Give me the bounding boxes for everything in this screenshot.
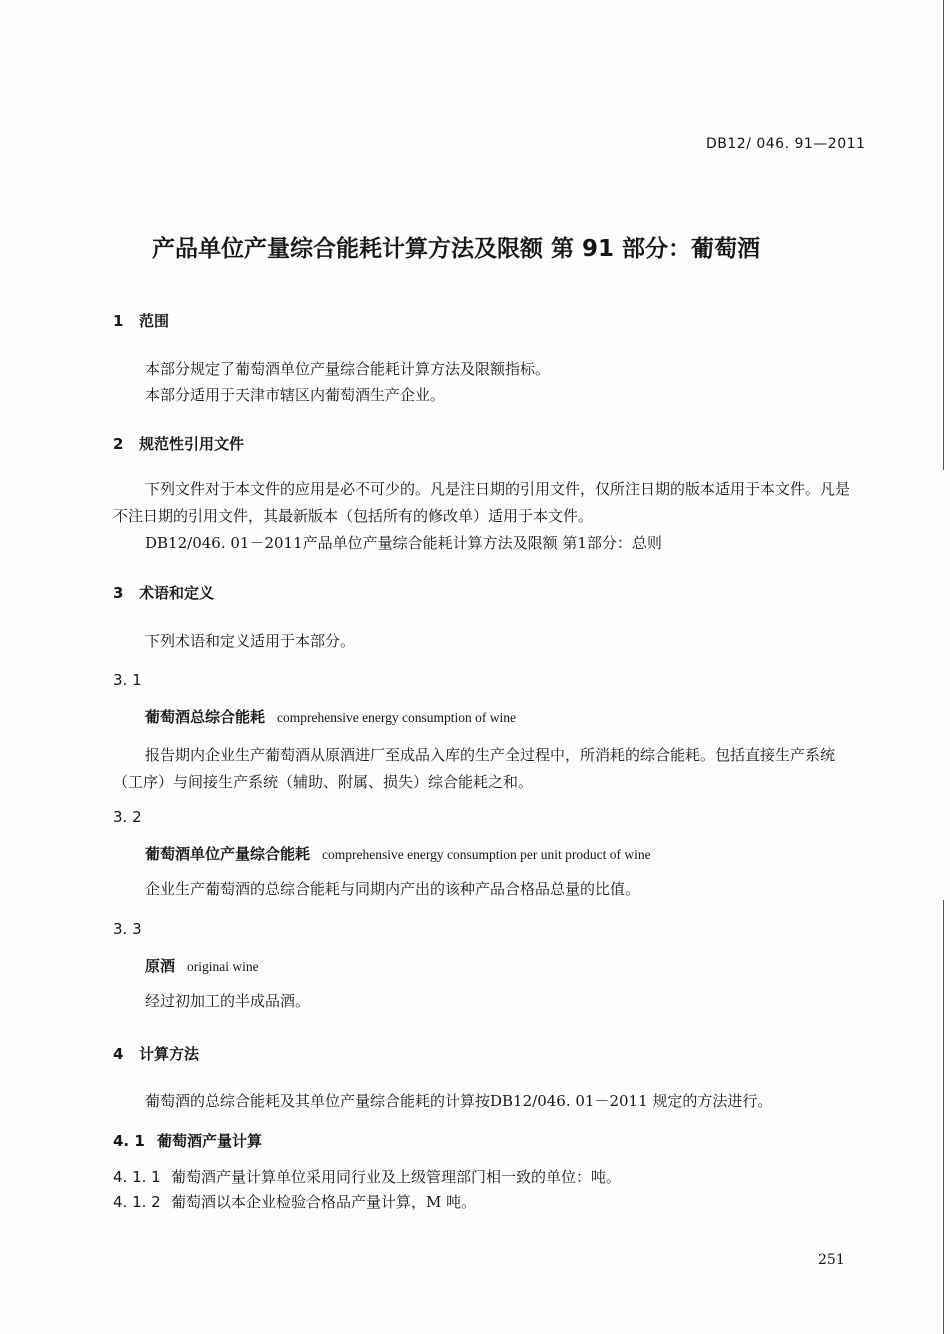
clause-number: 4. 1. 1 bbox=[113, 1168, 161, 1186]
section-title: 范围 bbox=[139, 312, 170, 330]
section-title: 计算方法 bbox=[139, 1045, 200, 1063]
term-zh: 葡萄酒总综合能耗 bbox=[145, 708, 266, 726]
term-en: comprehensive energy consumption per unit product of wine bbox=[322, 847, 651, 862]
term-zh: 原酒 bbox=[145, 957, 176, 975]
scan-edge-line bbox=[943, 900, 944, 1334]
paragraph: 下列术语和定义适用于本部分。 bbox=[145, 632, 356, 650]
page-number: 251 bbox=[818, 1252, 845, 1268]
section-3-heading bbox=[113, 582, 214, 603]
term-definition: 企业生产葡萄酒的总综合能耗与同期内产出的该种产品合格品总量的比值。 bbox=[145, 880, 641, 898]
section-number: 2 bbox=[113, 435, 124, 453]
section-number: 1 bbox=[113, 312, 124, 330]
section-2-heading bbox=[113, 433, 244, 454]
section-number: 4. 1 bbox=[113, 1132, 145, 1150]
term-3-3 bbox=[145, 955, 259, 976]
term-number: 3. 1 bbox=[113, 671, 142, 689]
section-title: 术语和定义 bbox=[139, 584, 215, 602]
term-3-2 bbox=[145, 843, 651, 864]
term-number: 3. 3 bbox=[113, 920, 142, 938]
normative-reference: DB12/046. 01－2011产品单位产量综合能耗计算方法及限额 第1部分：总则 bbox=[145, 534, 662, 552]
term-number: 3. 2 bbox=[113, 808, 142, 826]
clause-4-1-2 bbox=[113, 1191, 476, 1212]
section-1-heading bbox=[113, 310, 169, 331]
term-en: comprehensive energy consumption of wine bbox=[277, 710, 516, 725]
paragraph: 本部分适用于天津市辖区内葡萄酒生产企业。 bbox=[145, 386, 446, 404]
paragraph: 下列文件对于本文件的应用是必不可少的。凡是注日期的引用文件，仅所注日期的版本适用于本文件。凡是不注日期的引用文件，其最新版本（包括所有的修改单）适用于本文件。 bbox=[113, 480, 851, 525]
paragraph: 本部分规定了葡萄酒单位产量综合能耗计算方法及限额指标。 bbox=[145, 360, 551, 378]
clause-number: 4. 1. 2 bbox=[113, 1193, 161, 1211]
scan-edge-line bbox=[943, 0, 944, 470]
term-en: originai wine bbox=[187, 959, 259, 974]
section-number: 3 bbox=[113, 584, 124, 602]
term-definition: 报告期内企业生产葡萄酒从原酒进厂至成品入库的生产全过程中，所消耗的综合能耗。包括直接生产系统（工序）与间接生产系统（辅助、附属、损失）综合能耗之和。 bbox=[113, 746, 836, 791]
term-definition: 经过初加工的半成品酒。 bbox=[145, 992, 311, 1010]
section-4-heading bbox=[113, 1043, 199, 1064]
paragraph: 葡萄酒的总综合能耗及其单位产量综合能耗的计算按DB12/046. 01－2011 规定的方法进行。 bbox=[145, 1092, 773, 1110]
page-title: 产品单位产量综合能耗计算方法及限额 第 91 部分：葡萄酒 bbox=[152, 236, 761, 262]
section-number: 4 bbox=[113, 1045, 124, 1063]
clause-text: 葡萄酒以本企业检验合格品产量计算，M 吨。 bbox=[171, 1193, 477, 1211]
section-4-1-heading bbox=[113, 1130, 262, 1151]
section-title: 规范性引用文件 bbox=[139, 435, 245, 453]
standard-code: DB12/ 046. 91—2011 bbox=[706, 136, 866, 152]
clause-text: 葡萄酒产量计算单位采用同行业及上级管理部门相一致的单位：吨。 bbox=[171, 1168, 622, 1186]
term-3-1 bbox=[145, 706, 516, 727]
section-title: 葡萄酒产量计算 bbox=[157, 1132, 263, 1150]
clause-4-1-1 bbox=[113, 1166, 621, 1187]
term-zh: 葡萄酒单位产量综合能耗 bbox=[145, 845, 311, 863]
